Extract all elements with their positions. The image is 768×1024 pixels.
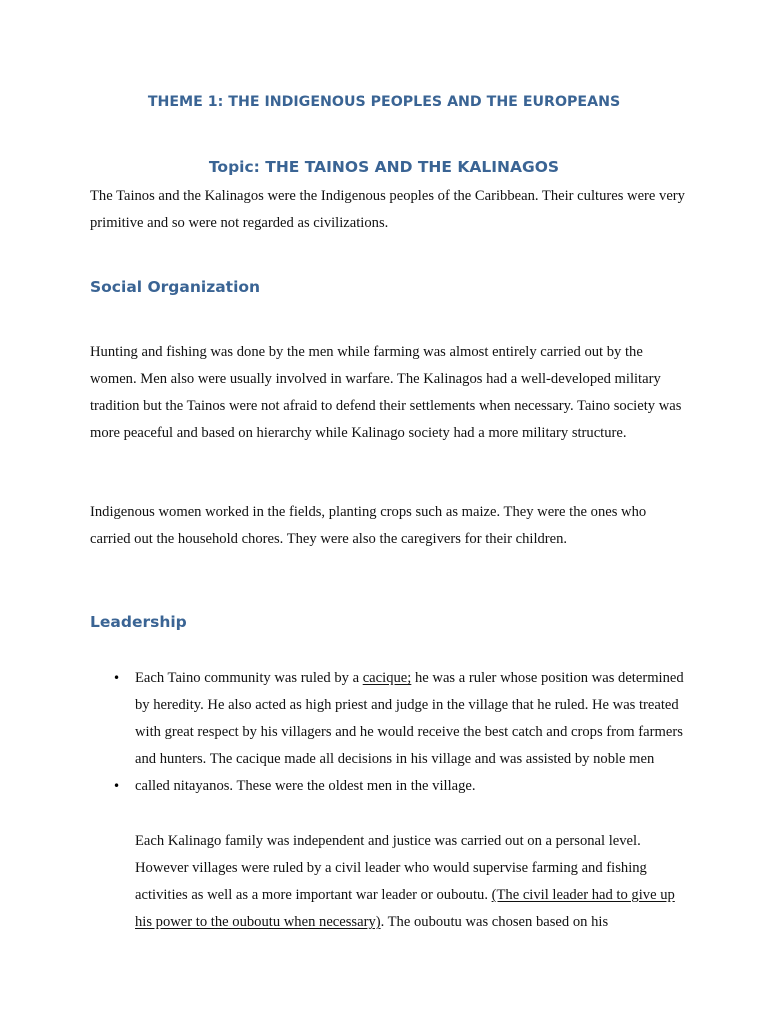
social-paragraph-2: Indigenous women worked in the fields, planting crops such as maize. They were the ones who carried out the household chores. They were also the caregivers for their children.	[90, 504, 647, 547]
bullet-text-end: he was a ruler whose position was determined by heredity. He also acted as high priest and judge in the village that he ruled. He was treated with great respect by his villagers and he would receive the best catch and crops from farmers and hunters. The cacique made all decisions in his village and was assisted by noble men called nitayanos. These were the oldest men in the village.	[135, 670, 684, 794]
kalinago-leadership-paragraph	[135, 828, 690, 936]
underlined-civil-leader-note: (The civil leader had to give up his power to the ouboutu when necessary)	[135, 887, 675, 930]
underlined-term-cacique: cacique;	[362, 670, 412, 686]
intro-paragraph: The Tainos and the Kalinagos were the Indigenous peoples of the Caribbean. Their cultures were very primitive and so were not regarded as civilizations.	[90, 188, 685, 231]
bullet-icon: •	[113, 779, 121, 793]
topic-heading: Topic: THE TAINOS AND THE KALINAGOS	[208, 158, 560, 176]
bullet-text-start: Each Taino community was ruled by a	[135, 670, 363, 686]
section-heading-leadership: Leadership	[90, 613, 187, 631]
kalinago-text-start: Each Kalinago family was independent and justice was carried out on a personal level. However villages were ruled by a civil leader who would supervise farming and fishing activities as well as a more important war leader or ouboutu.	[135, 833, 647, 903]
document-title: THEME 1: THE INDIGENOUS PEOPLES AND THE EUROPEANS	[147, 94, 621, 110]
list-item	[113, 773, 690, 800]
social-paragraph-1: Hunting and fishing was done by the men while farming was almost entirely carried out by the women. Men also were usually involved in warfare. The Kalinagos had a well-developed military tradition but the Tainos were not afraid to defend their settlements when necessary. Taino society was more peaceful and based on hierarchy while Kalinago society had a more military structure.	[90, 344, 682, 441]
bullet-icon: •	[113, 671, 121, 685]
section-heading-social-organization: Social Organization	[90, 278, 261, 296]
kalinago-text-end: . The ouboutu was chosen based on his	[380, 914, 609, 930]
